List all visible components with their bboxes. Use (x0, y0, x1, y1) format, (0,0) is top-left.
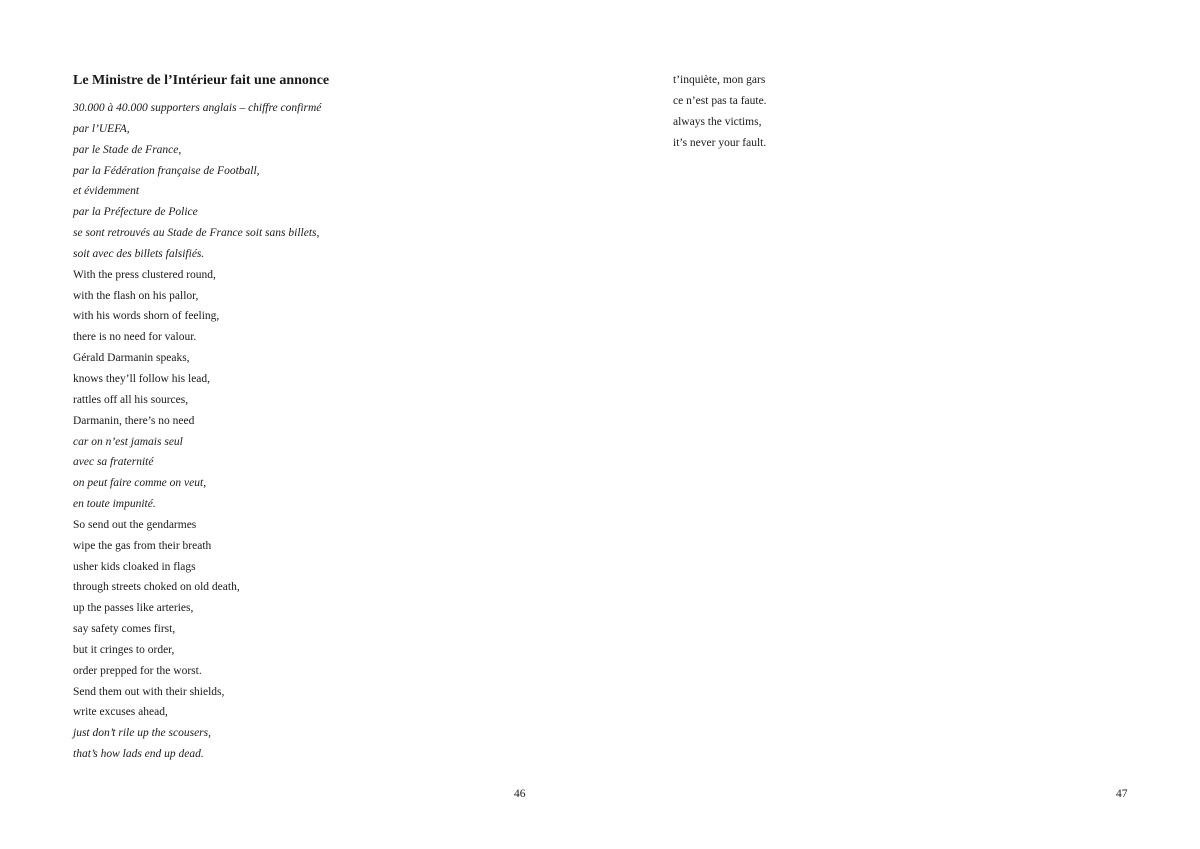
poem-line: with the flash on his pallor, (73, 289, 199, 302)
poem-line: et évidemment (73, 185, 140, 198)
poem-line: usher kids cloaked in flags (73, 560, 196, 573)
poem-line: say safety comes first, (73, 623, 176, 636)
poem-line: Send them out with their shields, (73, 685, 225, 698)
poem-line: that’s how lads end up dead. (73, 748, 204, 761)
poem-line: knows they’ll follow his lead, (73, 372, 211, 385)
poem-line: par la Fédération française de Football, (73, 164, 260, 177)
poem-lines-left (73, 98, 321, 765)
poem-line: So send out the gendarmes (73, 518, 197, 531)
poem-line: on peut faire comme on veut, (73, 477, 207, 490)
poem-line: par l’UEFA, (73, 122, 130, 135)
poem-line: write excuses ahead, (73, 706, 168, 719)
poem-line: se sont retrouvés au Stade de France soit sans billets, (73, 227, 320, 240)
poem-line: par le Stade de France, (73, 143, 182, 156)
page-number-right: 47 (1116, 788, 1128, 800)
poem-line: car on n’est jamais seul (73, 435, 183, 448)
poem-line: up the passes like arteries, (73, 602, 194, 615)
poem-line: just don’t rile up the scousers, (73, 727, 211, 740)
page-number-left: 46 (514, 788, 526, 800)
poem-line: with his words shorn of feeling, (73, 310, 220, 323)
poem-line: Gérald Darmanin speaks, (73, 352, 190, 365)
poem-line: always the victims, (673, 115, 762, 128)
poem-title: Le Ministre de l’Intérieur fait une annonce (73, 73, 330, 88)
poem-line: but it cringes to order, (73, 643, 175, 656)
poem-lines-right (673, 70, 767, 153)
poem-line: en toute impunité. (73, 498, 156, 511)
poem-line: par la Préfecture de Police (73, 206, 198, 219)
poem-line: ce n’est pas ta faute. (673, 94, 767, 107)
poem-line: 30.000 à 40.000 supporters anglais – chiffre confirmé (73, 102, 322, 114)
poem-line: rattles off all his sources, (73, 393, 189, 406)
poem-line: order prepped for the worst. (73, 664, 202, 677)
right-page (600, 0, 1200, 849)
poem-line: With the press clustered round, (73, 268, 216, 281)
poem-line: Darmanin, there’s no need (73, 414, 195, 427)
poem-line: t’inquiète, mon gars (673, 74, 766, 86)
poem-line: it’s never your fault. (673, 136, 767, 149)
poem-line: soit avec des billets falsifiés. (73, 247, 205, 260)
poem-line: avec sa fraternité (73, 456, 154, 469)
poem-line: wipe the gas from their breath (73, 539, 212, 552)
poem-line: through streets choked on old death, (73, 581, 240, 594)
poem-line: there is no need for valour. (73, 331, 197, 344)
